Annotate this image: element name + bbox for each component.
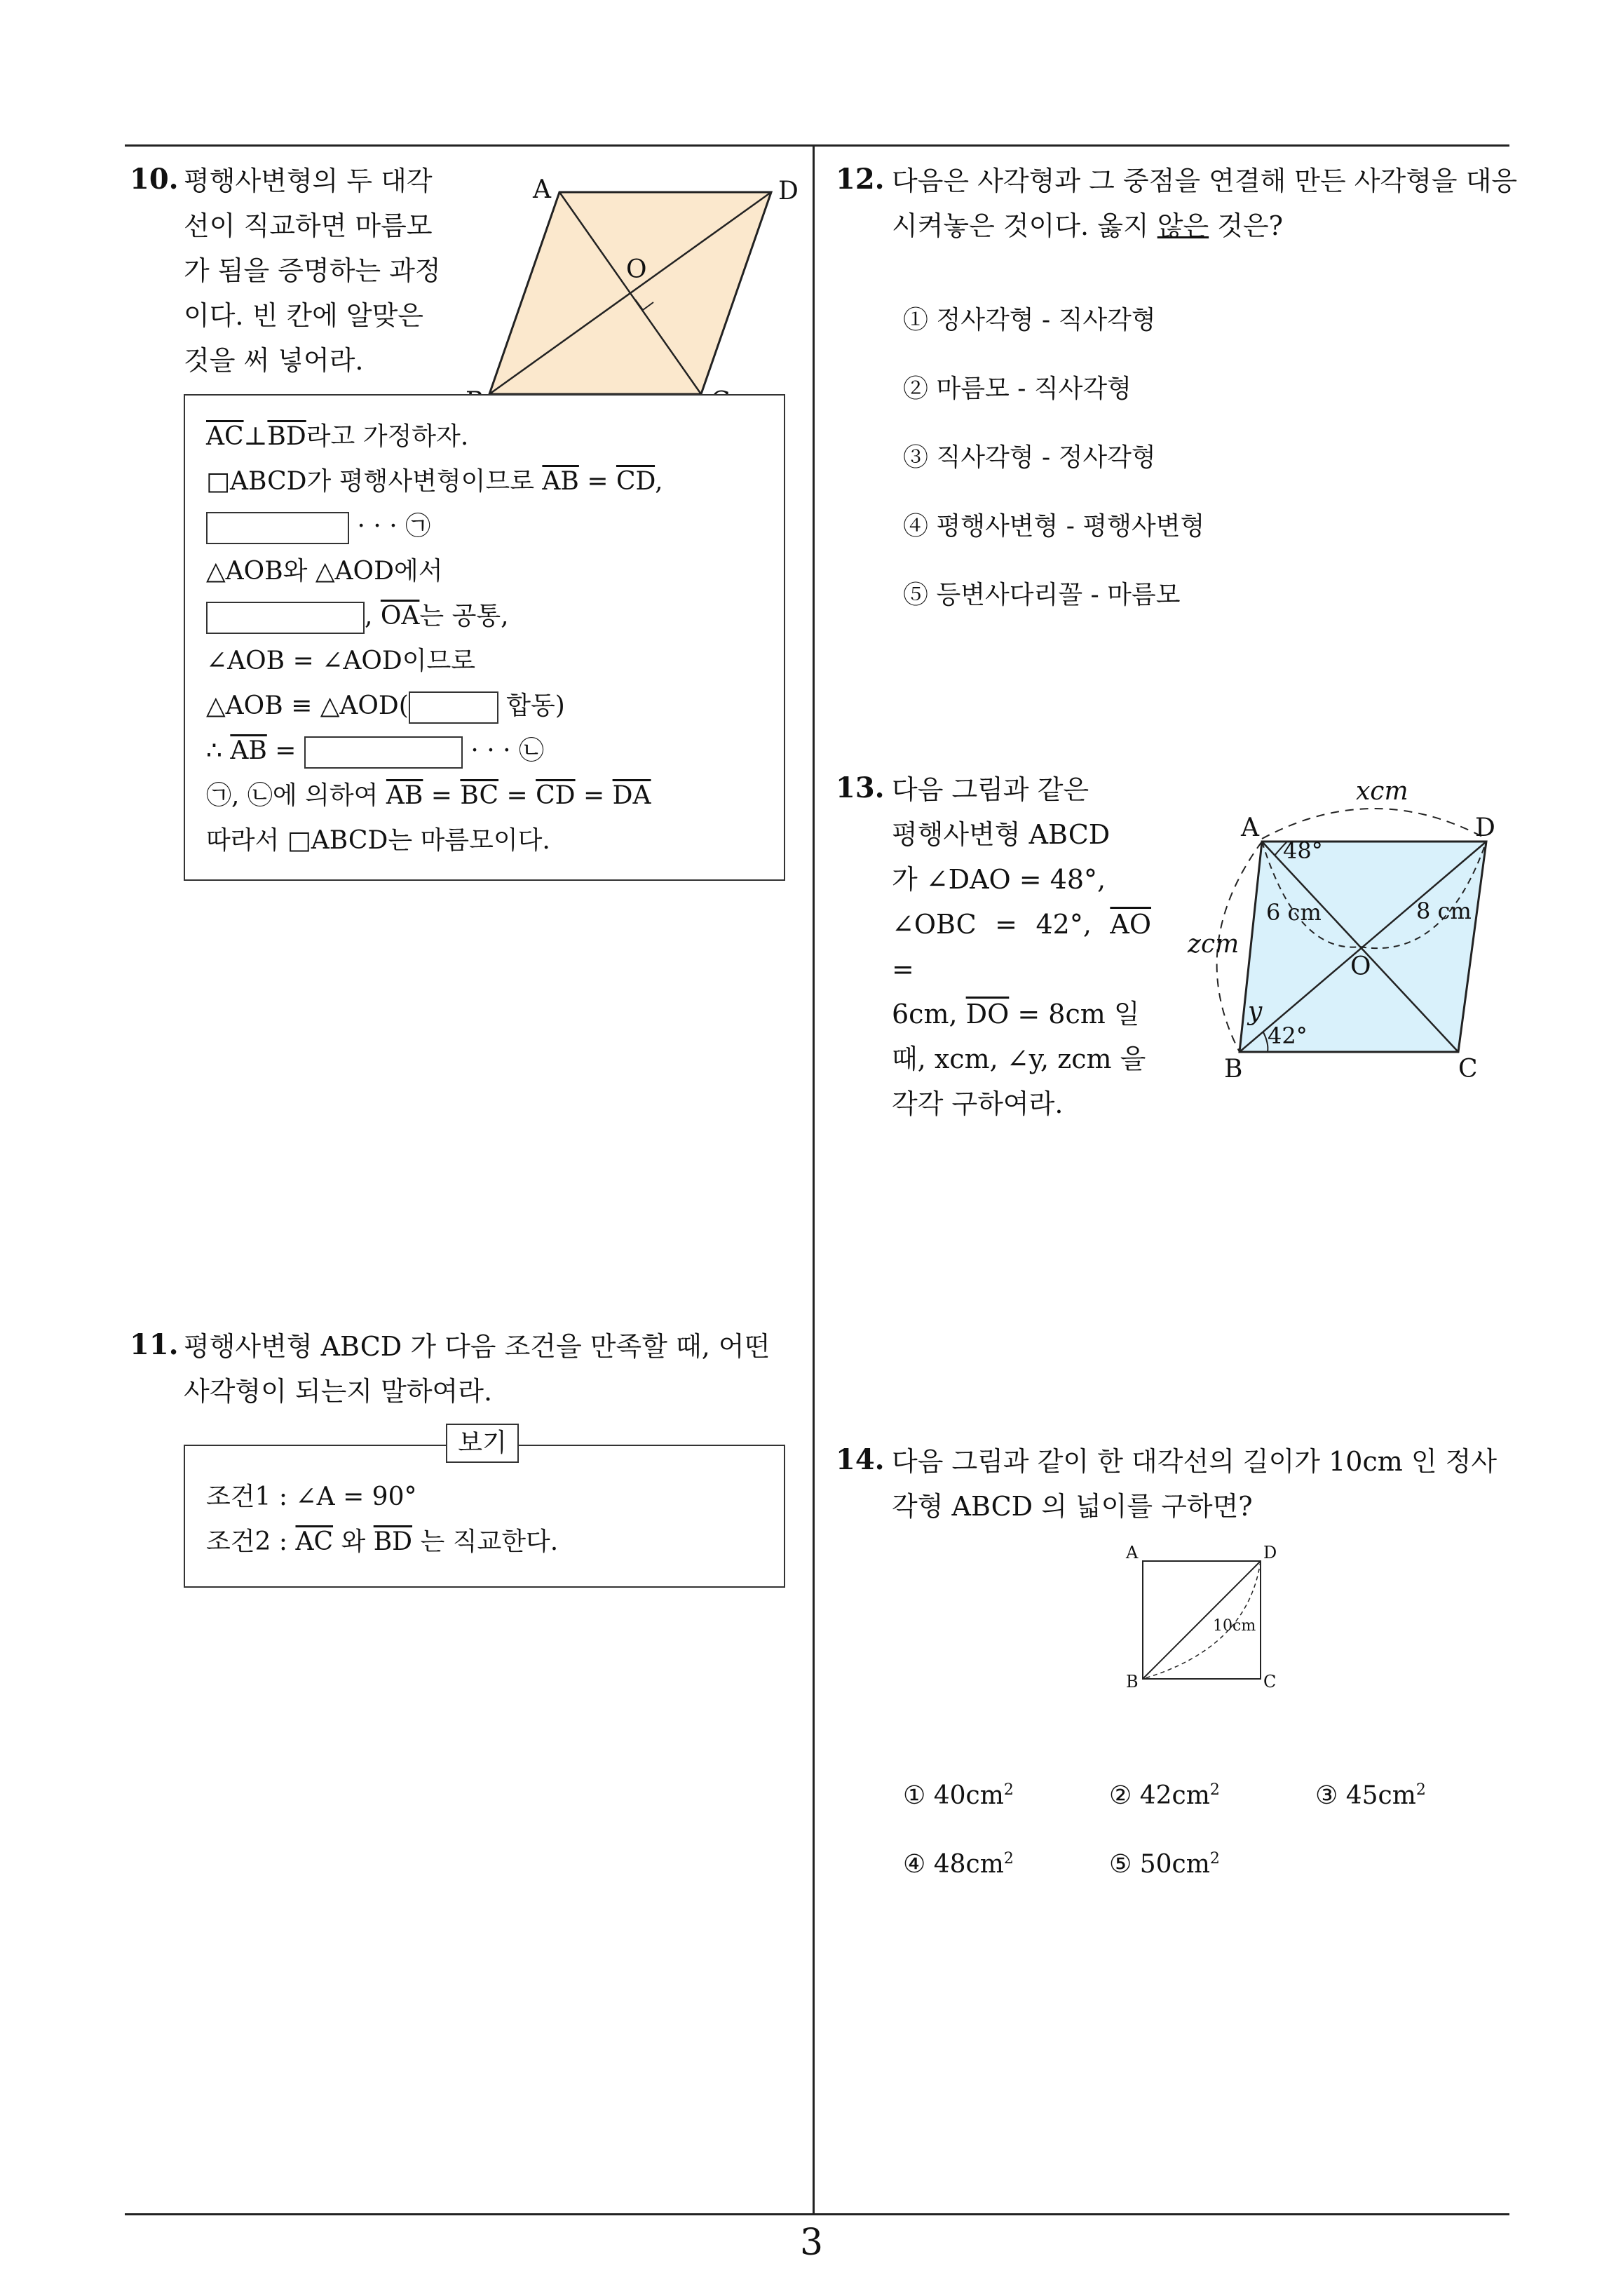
proof-text: 는 공통, [419, 602, 509, 630]
q10-number: 10. [130, 163, 179, 196]
q12-text: 것은? [1209, 210, 1283, 241]
segment-da: $\overline{DA}$ [612, 781, 651, 810]
choice-value: 50cm [1139, 1850, 1210, 1879]
q13-text: = 8cm 일 [1009, 999, 1140, 1029]
q10-label-a: A [533, 175, 551, 204]
choice-exponent: 2 [1415, 1781, 1426, 1799]
segment-bc: $\overline{BC}$ [460, 781, 499, 810]
proof-line-5 [206, 596, 509, 634]
condition-text: 조건2 : [206, 1527, 296, 1556]
q14-choice-1[interactable] [903, 1781, 1014, 1810]
q14-number: 14. [836, 1443, 885, 1476]
q12-choice-4[interactable]: ④ 평행사변형 - 평행사변형 [903, 512, 1205, 541]
q13-text-line [892, 902, 1151, 992]
q13-label-b: B [1224, 1055, 1243, 1083]
proof-text: △AOB ≡ △AOD( [206, 691, 409, 720]
q10-label-o: O [626, 255, 647, 284]
choice-mark: ⑤ [1109, 1850, 1132, 1879]
q14-text-line: 다음 그림과 같이 한 대각선의 길이가 10cm 인 정사 [892, 1446, 1498, 1477]
q13-label-x: xcm [1356, 777, 1408, 806]
q13-text-line: 평행사변형 ABCD [892, 819, 1111, 850]
segment-oa: $\overline{OA}$ [380, 602, 420, 630]
proof-text: 합동) [498, 691, 565, 720]
q10-text [184, 158, 441, 383]
q13-label-o: O [1350, 952, 1371, 981]
condition-1: 조건1 : ∠A = 90° [206, 1483, 417, 1511]
condition-2 [206, 1522, 558, 1558]
blank-3-input[interactable] [409, 691, 498, 724]
choice-exponent: 2 [1003, 1781, 1014, 1799]
choice-exponent: 2 [1209, 1850, 1220, 1868]
equals: = [578, 467, 616, 496]
q10-text-line: 이다. 빈 칸에 알맞은 [184, 300, 423, 331]
q12-text-line: 다음은 사각형과 그 중점을 연결해 만든 사각형을 대응 [892, 166, 1518, 196]
proof-text: □ABCD가 평행사변형이므로 [206, 467, 543, 496]
q13-label-6cm: 6 cm [1266, 899, 1322, 926]
q14-choice-3[interactable] [1315, 1781, 1426, 1810]
comma: , [365, 602, 381, 630]
condition-text: 는 직교한다. [412, 1527, 559, 1556]
segment-bd: $\overline{BD}$ [267, 422, 306, 451]
segment-ac: $\overline{AC}$ [295, 1527, 334, 1556]
q13-parallelogram-figure [1192, 771, 1514, 1094]
q11-text-line: 평행사변형 ABCD 가 다음 조건을 만족할 때, 어떤 [184, 1331, 770, 1362]
therefore: ∴ [206, 736, 231, 765]
segment-ac: $\overline{AC}$ [206, 422, 244, 451]
q11-text [184, 1324, 770, 1414]
q12-choice-1[interactable]: ① 정사각형 - 직사각형 [903, 306, 1156, 335]
proof-line-3 [206, 506, 430, 544]
proof-line-2 [206, 461, 663, 497]
choice-mark: ③ [1315, 1781, 1338, 1810]
q14-label-length: 10cm [1213, 1617, 1256, 1635]
comma: , [655, 467, 663, 496]
proof-line-4: △AOB와 △AOD에서 [206, 557, 443, 586]
q14-label-b: B [1126, 1672, 1139, 1691]
q12-choice-3[interactable]: ③ 직사각형 - 정사각형 [903, 443, 1156, 472]
q13-label-48: 48° [1283, 837, 1323, 864]
proof-line-1 [206, 417, 468, 452]
choice-exponent: 2 [1003, 1850, 1014, 1868]
choice-value: 48cm [933, 1850, 1004, 1879]
q11-condition-box [184, 1445, 785, 1588]
q13-number: 13. [836, 771, 885, 804]
mark-b: · · · ㉡ [462, 736, 544, 765]
segment-ab: $\overline{AB}$ [230, 736, 267, 765]
choice-value: 40cm [933, 1781, 1004, 1810]
equals: = [266, 736, 304, 765]
top-rule [125, 144, 1509, 147]
proof-line-10: 따라서 □ABCD는 마름모이다. [206, 826, 550, 855]
choice-value: 45cm [1345, 1781, 1416, 1810]
equals: = [423, 781, 461, 810]
proof-line-7 [206, 686, 565, 724]
q13-text: ∠OBC = 42°, [892, 909, 1111, 940]
choice-mark: ① [903, 1781, 926, 1810]
q13-text-line: 다음 그림과 같은 [892, 774, 1089, 805]
q13-label-42: 42° [1268, 1022, 1308, 1049]
proof-line-9 [206, 776, 651, 811]
equals: = [498, 781, 536, 810]
q10-label-d: D [778, 177, 799, 205]
q13-text-line: 각각 구하여라. [892, 1088, 1064, 1119]
q12-text: 시켜놓은 것이다. 옳지 [892, 210, 1157, 241]
q10-text-line: 것을 써 넣어라. [184, 345, 364, 376]
q10-text-line: 선이 직교하면 마름모 [184, 210, 433, 241]
choice-exponent: 2 [1209, 1781, 1220, 1799]
q13-text: = [892, 954, 914, 985]
q12-choice-5[interactable]: ⑤ 등변사다리꼴 - 마름모 [903, 581, 1181, 609]
bottom-rule [125, 2213, 1509, 2215]
q13-label-c: C [1458, 1055, 1478, 1083]
q14-choice-2[interactable] [1109, 1781, 1220, 1810]
segment-bd: $\overline{BD}$ [373, 1527, 413, 1556]
q13-arc-x [1262, 809, 1486, 839]
mark-a: · · · ㉠ [357, 512, 431, 541]
choice-mark: ④ [903, 1850, 926, 1879]
q13-label-a: A [1241, 813, 1259, 842]
segment-do: $\overline{DO}$ [965, 999, 1010, 1029]
q13-label-d: D [1475, 813, 1495, 842]
equals: = [575, 781, 613, 810]
segment-cd: $\overline{CD}$ [616, 467, 656, 496]
page-number: 3 [799, 2222, 824, 2264]
segment-ao: $\overline{AO}$ [1110, 909, 1151, 940]
blank-4-input[interactable] [304, 736, 463, 769]
q12-number: 12. [836, 163, 885, 196]
q10-text-line: 평행사변형의 두 대각 [184, 166, 433, 196]
q13-label-y: y [1248, 997, 1263, 1026]
q11-number: 11. [130, 1328, 179, 1361]
proof-line-6: ∠AOB = ∠AOD이므로 [206, 647, 476, 675]
condition-text: 와 [333, 1527, 374, 1556]
choice-mark: ② [1109, 1781, 1132, 1810]
q14-choice-5[interactable] [1109, 1850, 1220, 1879]
q14-label-c: C [1263, 1672, 1277, 1691]
q13-text: 6cm, [892, 999, 966, 1029]
q14-text-line: 각형 ABCD 의 넓이를 구하면? [892, 1491, 1253, 1522]
blank-2-input[interactable] [206, 602, 365, 634]
q13-text [892, 767, 1151, 1126]
segment-ab: $\overline{AB}$ [542, 467, 579, 496]
q11-text-line: 사각형이 되는지 말하여라. [184, 1376, 493, 1407]
q13-text-line: 가 ∠DAO = 48°, [892, 864, 1106, 895]
column-divider [813, 146, 815, 2215]
segment-cd: $\overline{CD}$ [536, 781, 576, 810]
q10-proof-box [184, 394, 785, 881]
blank-1-input[interactable] [206, 512, 349, 544]
q10-parallelogram-figure [463, 168, 813, 414]
q12-emphasis: 않은 [1157, 210, 1209, 241]
q14-label-d: D [1263, 1543, 1277, 1562]
q12-text [892, 158, 1517, 248]
q14-text [892, 1439, 1497, 1529]
choice-value: 42cm [1139, 1781, 1210, 1810]
q13-label-z: zcm [1188, 930, 1240, 959]
q14-label-a: A [1126, 1543, 1139, 1562]
proof-line-8 [206, 731, 544, 769]
q13-text-line [892, 992, 1151, 1036]
q13-text-line: 때, xcm, ∠y, zcm 을 [892, 1044, 1146, 1074]
perp-symbol: ⊥ [243, 422, 268, 451]
proof-text: 라고 가정하자. [306, 422, 469, 451]
q13-label-8cm: 8 cm [1416, 898, 1472, 924]
segment-ab: $\overline{AB}$ [386, 781, 423, 810]
q11-box-title: 보기 [446, 1424, 519, 1463]
q12-choice-2[interactable]: ② 마름모 - 직사각형 [903, 374, 1132, 403]
q14-choice-4[interactable] [903, 1850, 1014, 1879]
q10-text-line: 가 됨을 증명하는 과정 [184, 255, 441, 286]
q12-text-line [892, 203, 1517, 248]
proof-text: ㉠, ㉡에 의하여 [206, 781, 386, 810]
